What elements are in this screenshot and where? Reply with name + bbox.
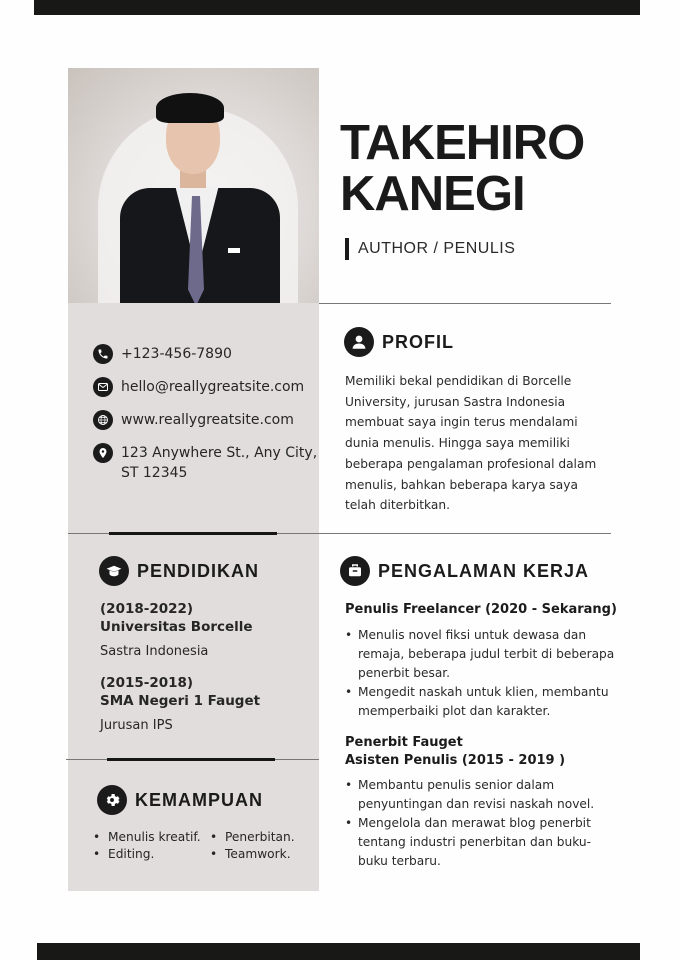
phone-text: +123-456-7890 bbox=[121, 346, 232, 362]
first-name: TAKEHIRO bbox=[340, 116, 585, 170]
skills-list bbox=[93, 829, 310, 863]
education-major: Jurusan IPS bbox=[100, 718, 173, 733]
skill-item: • Menulis kreatif. bbox=[93, 829, 210, 846]
job-bullet: • Mengelola dan merawat blog penerbit tentang industri penerbitan dan buku-buku terbaru. bbox=[345, 814, 615, 871]
contact-website bbox=[93, 410, 294, 430]
gear-icon bbox=[97, 785, 127, 815]
job-bullets bbox=[345, 626, 615, 721]
address-line-1: 123 Anywhere St., Any City, bbox=[121, 445, 318, 461]
skill-item: • Penerbitan. bbox=[210, 829, 310, 846]
website-text[interactable]: www.reallygreatsite.com bbox=[121, 412, 294, 428]
address-line-2: ST 12345 bbox=[121, 465, 188, 481]
divider bbox=[319, 303, 611, 304]
job-bullet: • Mengedit naskah untuk klien, membantu memperbaiki plot dan karakter. bbox=[345, 683, 615, 721]
bottom-bar bbox=[37, 943, 640, 960]
education-years: (2018-2022) bbox=[100, 601, 194, 617]
divider-accent bbox=[109, 532, 277, 535]
job-bullet: • Menulis novel fiksi untuk dewasa dan remaja, beberapa judul terbit di beberapa penerbit besar. bbox=[345, 626, 615, 683]
role-title bbox=[345, 238, 515, 260]
user-icon bbox=[344, 327, 374, 357]
education-major: Sastra Indonesia bbox=[100, 644, 209, 659]
job-bullets bbox=[345, 776, 615, 871]
experience-title: PENGALAMAN KERJA bbox=[378, 560, 590, 581]
contact-address bbox=[93, 443, 317, 483]
skills-heading bbox=[97, 785, 263, 815]
education-title: PENDIDIKAN bbox=[137, 560, 260, 581]
role-text: AUTHOR / PENULIS bbox=[358, 240, 516, 257]
education-item bbox=[100, 674, 310, 733]
skills-title: KEMAMPUAN bbox=[135, 789, 263, 810]
role-accent-bar bbox=[345, 238, 349, 260]
education-school: SMA Negeri 1 Fauget bbox=[100, 693, 261, 709]
job-bullet: • Membantu penulis senior dalam penyuntingan dan revisi naskah novel. bbox=[345, 776, 615, 814]
skill-item: • Teamwork. bbox=[210, 846, 310, 863]
phone-icon bbox=[93, 344, 113, 364]
job-title bbox=[345, 734, 565, 770]
profile-photo bbox=[68, 68, 319, 303]
experience-heading bbox=[340, 556, 589, 586]
education-heading bbox=[99, 556, 259, 586]
education-item bbox=[100, 600, 310, 659]
education-years: (2015-2018) bbox=[100, 675, 194, 691]
job-position: Asisten Penulis (2015 - 2019 ) bbox=[345, 753, 566, 768]
education-school: Universitas Borcelle bbox=[100, 619, 253, 635]
email-text[interactable]: hello@reallygreatsite.com bbox=[121, 379, 305, 395]
contact-phone bbox=[93, 344, 232, 364]
globe-icon bbox=[93, 410, 113, 430]
profile-title: PROFIL bbox=[382, 331, 454, 352]
briefcase-icon bbox=[340, 556, 370, 586]
skill-item: • Editing. bbox=[93, 846, 210, 863]
divider-accent bbox=[107, 758, 275, 761]
last-name: KANEGI bbox=[340, 167, 525, 221]
top-bar bbox=[34, 0, 640, 15]
profile-heading bbox=[344, 327, 454, 357]
job-title: Penulis Freelancer (2020 - Sekarang) bbox=[345, 602, 617, 617]
location-pin-icon bbox=[93, 443, 113, 463]
full-name bbox=[340, 118, 584, 220]
job-company: Penerbit Fauget bbox=[345, 735, 463, 750]
profile-text: Memiliki bekal pendidikan di Borcelle University, jurusan Sastra Indonesia membuat saya ingin terus mendalami dunia menulis. Hingga saya memiliki beberapa pengalaman profesional dalam menulis, bahkan beberapa karya saya telah diterbitkan. bbox=[345, 374, 597, 513]
contact-email bbox=[93, 377, 304, 397]
mail-icon bbox=[93, 377, 113, 397]
graduation-cap-icon bbox=[99, 556, 129, 586]
